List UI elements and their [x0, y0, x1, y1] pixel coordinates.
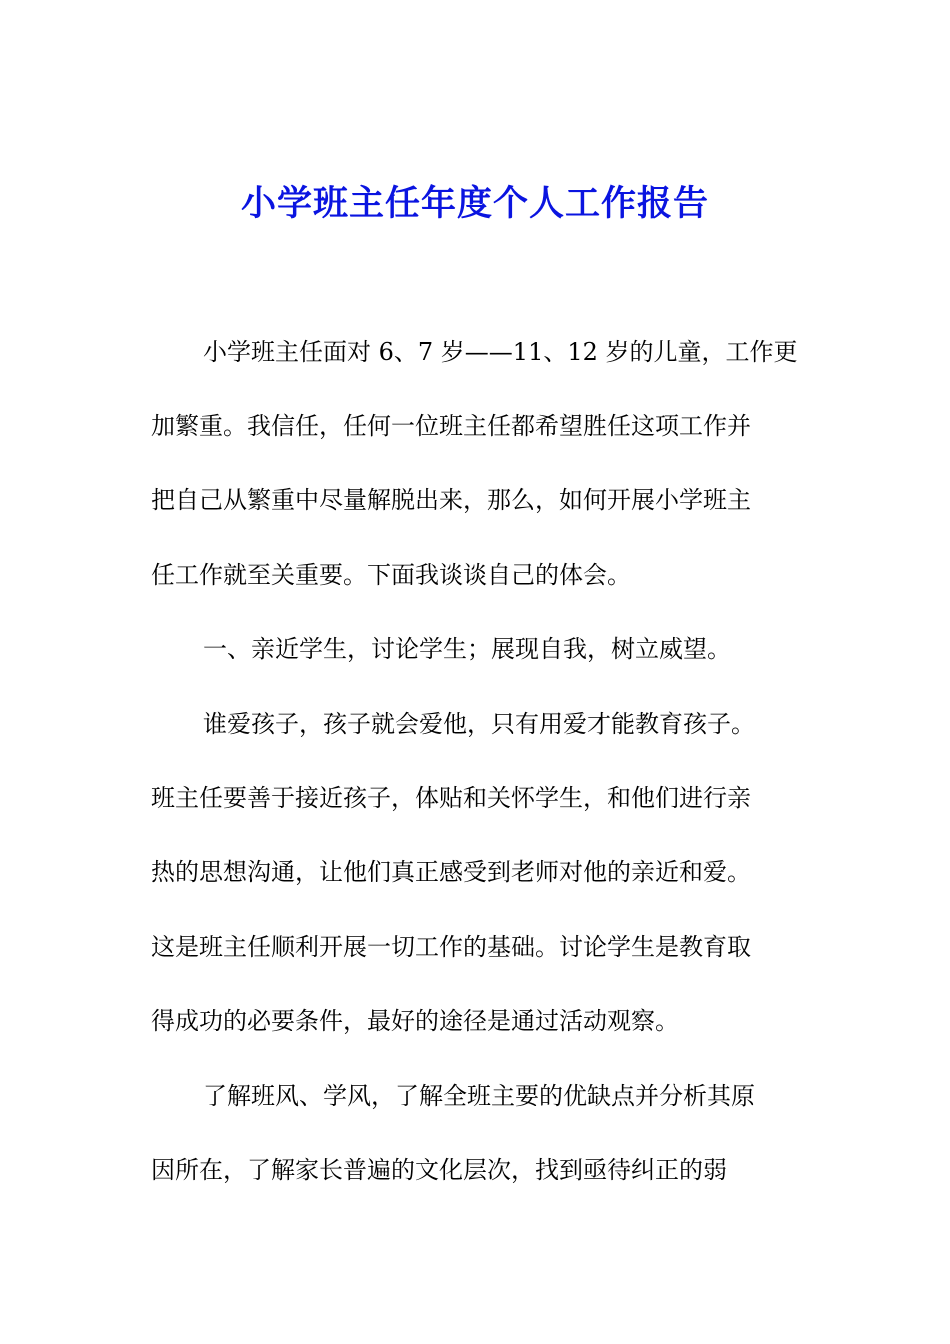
paragraph-line: 把自己从繁重中尽量解脱出来，那么，如何开展小学班主	[151, 486, 751, 514]
section-heading: 一、亲近学生，讨论学生；展现自我，树立威望。	[203, 635, 731, 663]
paragraph-line: 这是班主任顺利开展一切工作的基础。讨论学生是教育取	[151, 933, 751, 961]
paragraph-line: 得成功的必要条件，最好的途径是通过活动观察。	[151, 1007, 679, 1035]
document-title: 小学班主任年度个人工作报告	[240, 183, 709, 224]
paragraph-line: 热的思想沟通，让他们真正感受到老师对他的亲近和爱。	[151, 858, 751, 886]
paragraph-line: 因所在，了解家长普遍的文化层次，找到亟待纠正的弱	[151, 1156, 727, 1184]
paragraph-line: 加繁重。我信任，任何一位班主任都希望胜任这项工作并	[151, 412, 751, 440]
paragraph-line: 任工作就至关重要。下面我谈谈自己的体会。	[151, 561, 631, 589]
paragraph-line: 谁爱孩子，孩子就会爱他，只有用爱才能教育孩子。	[203, 710, 755, 738]
paragraph-line: 小学班主任面对 6、7 岁——11、12 岁的儿童，工作更	[203, 338, 798, 366]
paragraph-line: 了解班风、学风，了解全班主要的优缺点并分析其原	[203, 1082, 755, 1110]
paragraph-line: 班主任要善于接近孩子，体贴和关怀学生，和他们进行亲	[151, 784, 751, 812]
